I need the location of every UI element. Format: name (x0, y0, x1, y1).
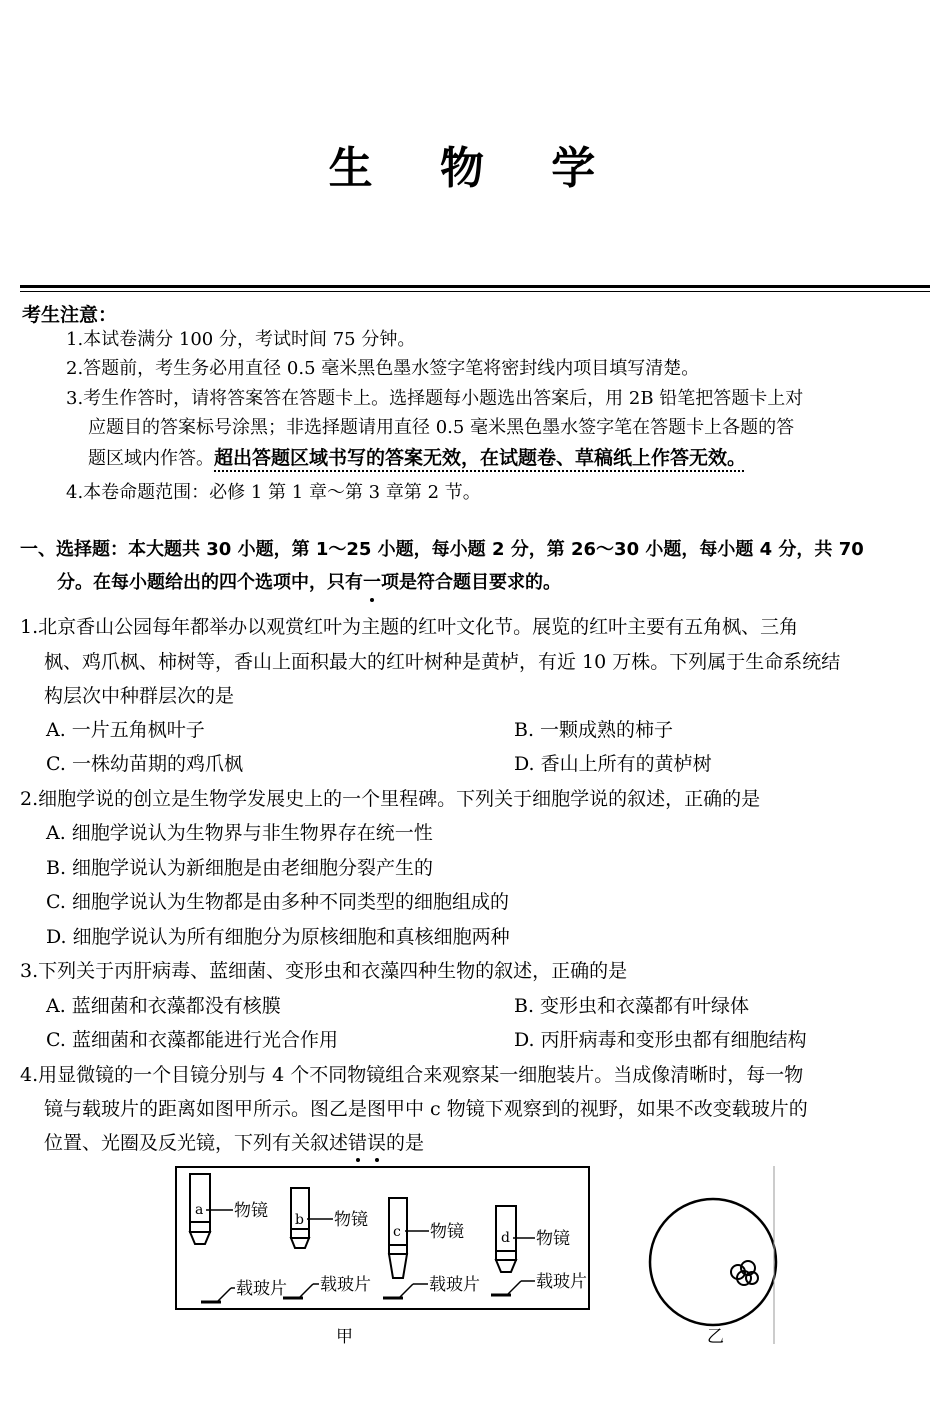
section-heading: 一、选择题：本大题共 30 小题，第 1～25 小题，每小题 2 分，第 26～30 小题，每小题 4 分，共 70 (20, 539, 864, 560)
objective-label: 物镜 (536, 1229, 570, 1249)
question-4-text (44, 1131, 424, 1155)
objective-d (491, 1206, 587, 1295)
field-of-view-diagram (640, 1160, 780, 1350)
question-1-option-c: C. 一株幼苗期的鸡爪枫 (46, 753, 243, 775)
figure-caption-jia: 甲 (336, 1327, 353, 1347)
question-1-text: 1.北京香山公园每年都举办以观赏红叶为主题的红叶文化节。展览的红叶主要有五角枫、三角 (20, 616, 799, 638)
question-1-option-b: B. 一颗成熟的柿子 (514, 719, 674, 741)
objective-letter: b (295, 1212, 304, 1228)
question-2-option-c: C. 细胞学说认为生物都是由多种不同类型的细胞组成的 (46, 891, 509, 913)
slide-label: 载玻片 (236, 1279, 287, 1299)
microscope-objectives-diagram (177, 1168, 588, 1308)
question-1-option-d: D. 香山上所有的黄栌树 (514, 753, 712, 775)
question-1-option-a: A. 一片五角枫叶子 (46, 719, 205, 741)
figure-jia-frame (175, 1166, 590, 1310)
notice-item (88, 446, 746, 471)
section-heading-cont (57, 571, 561, 595)
question-3-option-a: A. 蓝细菌和衣藻都没有核膜 (46, 995, 281, 1017)
question-2-option-a: A. 细胞学说认为生物界与非生物界存在统一性 (46, 822, 433, 844)
question-2-option-d: D. 细胞学说认为所有细胞分为原核细胞和真核细胞两种 (46, 926, 510, 948)
question-2-text: 2.细胞学说的创立是生物学发展史上的一个里程碑。下列关于细胞学说的叙述，正确的是 (20, 788, 761, 810)
notice-emphasis: 超出答题区域书写的答案无效，在试题卷、草稿纸上作答无效。 (214, 447, 747, 469)
question-2-option-b: B. 细胞学说认为新细胞是由老细胞分裂产生的 (46, 857, 434, 879)
question-3-option-d: D. 丙肝病毒和变形虫都有细胞结构 (514, 1029, 807, 1051)
notice-item: 应题目的答案标号涂黑；非选择题请用直径 0.5 毫米黑色墨水签字笔在答题卡上各题的答 (88, 417, 795, 438)
objective-letter: c (393, 1224, 401, 1240)
question-4-text: 镜与载玻片的距离如图甲所示。图乙是图甲中 c 物镜下观察到的视野，如果不改变载玻片的 (44, 1098, 808, 1120)
notice-item: 3.考生作答时，请将答案答在答题卡上。选择题每小题选出答案后，用 2B 铅笔把答题卡上对 (66, 388, 804, 409)
objective-a (190, 1174, 287, 1302)
objective-letter: d (501, 1230, 510, 1246)
question-4-text: 4.用显微镜的一个目镜分别与 4 个不同物镜组合来观察某一细胞装片。当成像清晰时，每一物 (20, 1064, 804, 1086)
objective-label: 物镜 (430, 1222, 464, 1242)
question-3-option-c: C. 蓝细菌和衣藻都能进行光合作用 (46, 1029, 338, 1051)
notice-item: 4.本卷命题范围：必修 1 第 1 章～第 3 章第 2 节。 (66, 482, 481, 503)
figure-caption-yi: 乙 (707, 1327, 724, 1347)
question-3-option-b: B. 变形虫和衣藻都有叶绿体 (514, 995, 750, 1017)
question-1-text: 构层次中种群层次的是 (44, 685, 235, 707)
view-circle (650, 1199, 776, 1325)
question-4-fragment: 的是 (386, 1132, 425, 1154)
emphasis-char: 一 (363, 572, 381, 593)
question-3-text: 3.下列关于丙肝病毒、蓝细菌、变形虫和衣藻四种生物的叙述，正确的是 (20, 960, 628, 982)
objective-letter: a (195, 1202, 204, 1218)
slide-label: 载玻片 (536, 1272, 587, 1292)
header-rule (20, 285, 930, 288)
objective-b (283, 1188, 371, 1298)
page-title: 生 物 学 (328, 143, 622, 194)
slide-label: 载玻片 (320, 1275, 371, 1295)
notice-item: 1.本试卷满分 100 分，考试时间 75 分钟。 (66, 329, 416, 350)
question-1-text: 枫、鸡爪枫、柿树等，香山上面积最大的红叶树种是黄栌，有近 10 万株。下列属于生命系统结 (44, 651, 841, 673)
emphasis-char: 误 (367, 1132, 387, 1154)
question-4-fragment: 位置、光圈及反光镜，下列有关叙述 (44, 1132, 349, 1154)
emphasis-char: 错 (348, 1132, 368, 1154)
header-rule-thin (20, 291, 930, 292)
section-text: 项是符合题目要求的。 (381, 572, 561, 593)
notice-text: 题区域内作答。 (88, 448, 214, 469)
objective-label: 物镜 (334, 1210, 368, 1230)
notice-item: 2.答题前，考生务必用直径 0.5 毫米黑色墨水签字笔将密封线内项目填写清楚。 (66, 358, 700, 379)
objective-c (383, 1198, 480, 1298)
notice-heading: 考生注意： (22, 304, 118, 326)
slide-label: 载玻片 (429, 1275, 480, 1295)
objective-label: 物镜 (234, 1201, 268, 1221)
section-text: 分。在每小题给出的四个选项中，只有 (57, 572, 363, 593)
